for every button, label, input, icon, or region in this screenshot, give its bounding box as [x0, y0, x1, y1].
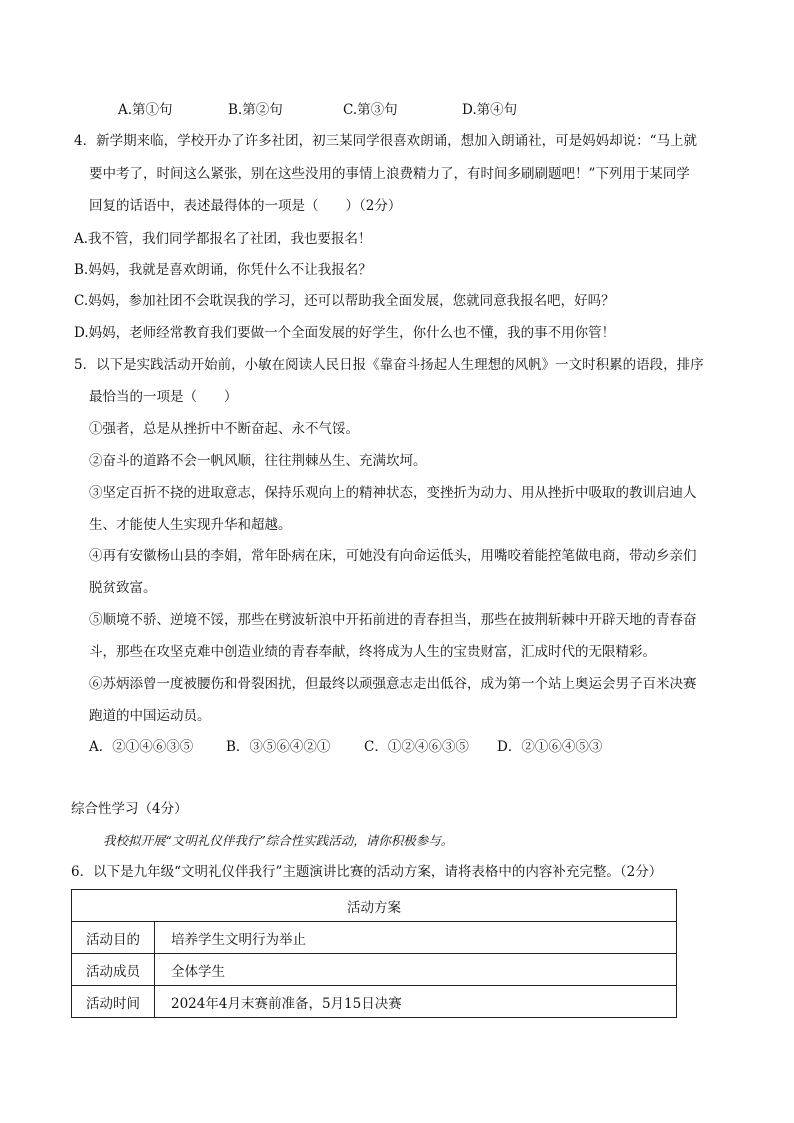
q4-option-b: B.妈妈，我就是喜欢朗诵，你凭什么不让我报名？	[74, 262, 372, 278]
q4-option-d: D.妈妈，老师经常教育我们要做一个全面发展的好学生，你什么也不懂，我的事不用你管！	[74, 325, 616, 341]
row-label-time: 活动时间	[72, 986, 155, 1018]
q4-option-a: A.我不管，我们同学都报名了社团，我也要报名！	[74, 231, 372, 247]
section-intro: 我校拟开展“文明礼仪伴我行”综合性实践活动，请你积极参与。	[103, 833, 454, 848]
q5-option-d: D．②①⑥④⑤③	[497, 739, 603, 755]
section-title: 综合性学习（4分）	[71, 801, 188, 817]
table-header-row	[72, 890, 677, 922]
row-value-time: 2024年4月末赛前准备，5月15日决赛	[155, 986, 677, 1018]
q5-sentence-4-line-1: ④再有安徽杨山县的李娟，常年卧病在床，可她没有向命运低头，用嘴咬着能控笔做电商，带动乡亲们	[89, 548, 697, 564]
q4-stem-line-2: 要中考了，时间这么紧张，别在这些没用的事情上浪费精力了，有时间多刷刷题吧！”下列用于某同学	[89, 166, 690, 182]
q5-option-b: B．③⑤⑥④②①	[226, 739, 331, 755]
q5-option-a: A．②①④⑥③⑤	[89, 739, 194, 755]
q5-sentence-4-line-2: 脱贫致富。	[89, 580, 157, 596]
q5-sentence-6-line-1: ⑥苏炳添曾一度被腰伤和骨裂困扰，但最终以顽强意志走出低谷，成为第一个站上奥运会男子百米决赛	[89, 676, 697, 692]
q5-stem-line-1: 5．以下是实践活动开始前，小敏在阅读人民日报《靠奋斗扬起人生理想的风帆》一文时积累的语段，排序	[74, 357, 704, 373]
row-label-purpose: 活动目的	[72, 922, 155, 954]
q6-stem: 6．以下是九年级“文明礼仪伴我行”主题演讲比赛的活动方案，请将表格中的内容补充完整。（2分）	[71, 864, 663, 880]
q4-stem-line-1: 4．新学期来临，学校开办了许多社团，初三某同学很喜欢朗诵，想加入朗诵社，可是妈妈却说：“马上就	[74, 133, 697, 149]
row-value-members: 全体学生	[155, 954, 677, 986]
q5-sentence-3-line-1: ③坚定百折不挠的进取意志，保持乐观向上的精神状态，变挫折为动力、用从挫折中吸取的教训启迪人	[89, 485, 697, 501]
table-header: 活动方案	[72, 890, 677, 922]
q5-option-c: C．①②④⑥③⑤	[364, 739, 469, 755]
row-label-members: 活动成员	[72, 954, 155, 986]
q3-option-d: D.第④句	[462, 102, 518, 118]
q5-sentence-6-line-2: 跑道的中国运动员。	[89, 708, 211, 724]
q4-option-c: C.妈妈，参加社团不会耽误我的学习，还可以帮助我全面发展，您就同意我报名吧，好吗？	[74, 293, 615, 309]
q3-option-a: A.第①句	[118, 102, 173, 118]
table-row	[72, 986, 677, 1018]
table-row	[72, 954, 677, 986]
table-row	[72, 922, 677, 954]
q5-sentence-1: ①强者，总是从挫折中不断奋起、永不气馁。	[89, 421, 359, 437]
activity-plan-table	[71, 889, 677, 1018]
q3-option-b: B.第②句	[228, 102, 283, 118]
row-value-purpose: 培养学生文明行为举止	[155, 922, 677, 954]
q3-option-c: C.第③句	[343, 102, 398, 118]
q5-sentence-3-line-2: 生、才能使人生实现升华和超越。	[89, 517, 292, 533]
q5-sentence-5-line-1: ⑤顺境不骄、逆境不馁，那些在劈波斩浪中开拓前进的青春担当，那些在披荆斩棘中开辟天地的青春奋	[89, 612, 697, 628]
q5-sentence-2: ②奋斗的道路不会一帆风顺，往往荆棘丛生、充满坎坷。	[89, 453, 427, 469]
q5-stem-line-2: 最恰当的一项是（ ）	[89, 389, 238, 405]
q4-stem-line-3: 回复的话语中，表述最得体的一项是（ ）（2分）	[89, 198, 402, 214]
q5-sentence-5-line-2: 斗，那些在攻坚克难中创造业绩的青春奉献，终将成为人生的宝贵财富，汇成时代的无限精彩。	[89, 644, 656, 660]
